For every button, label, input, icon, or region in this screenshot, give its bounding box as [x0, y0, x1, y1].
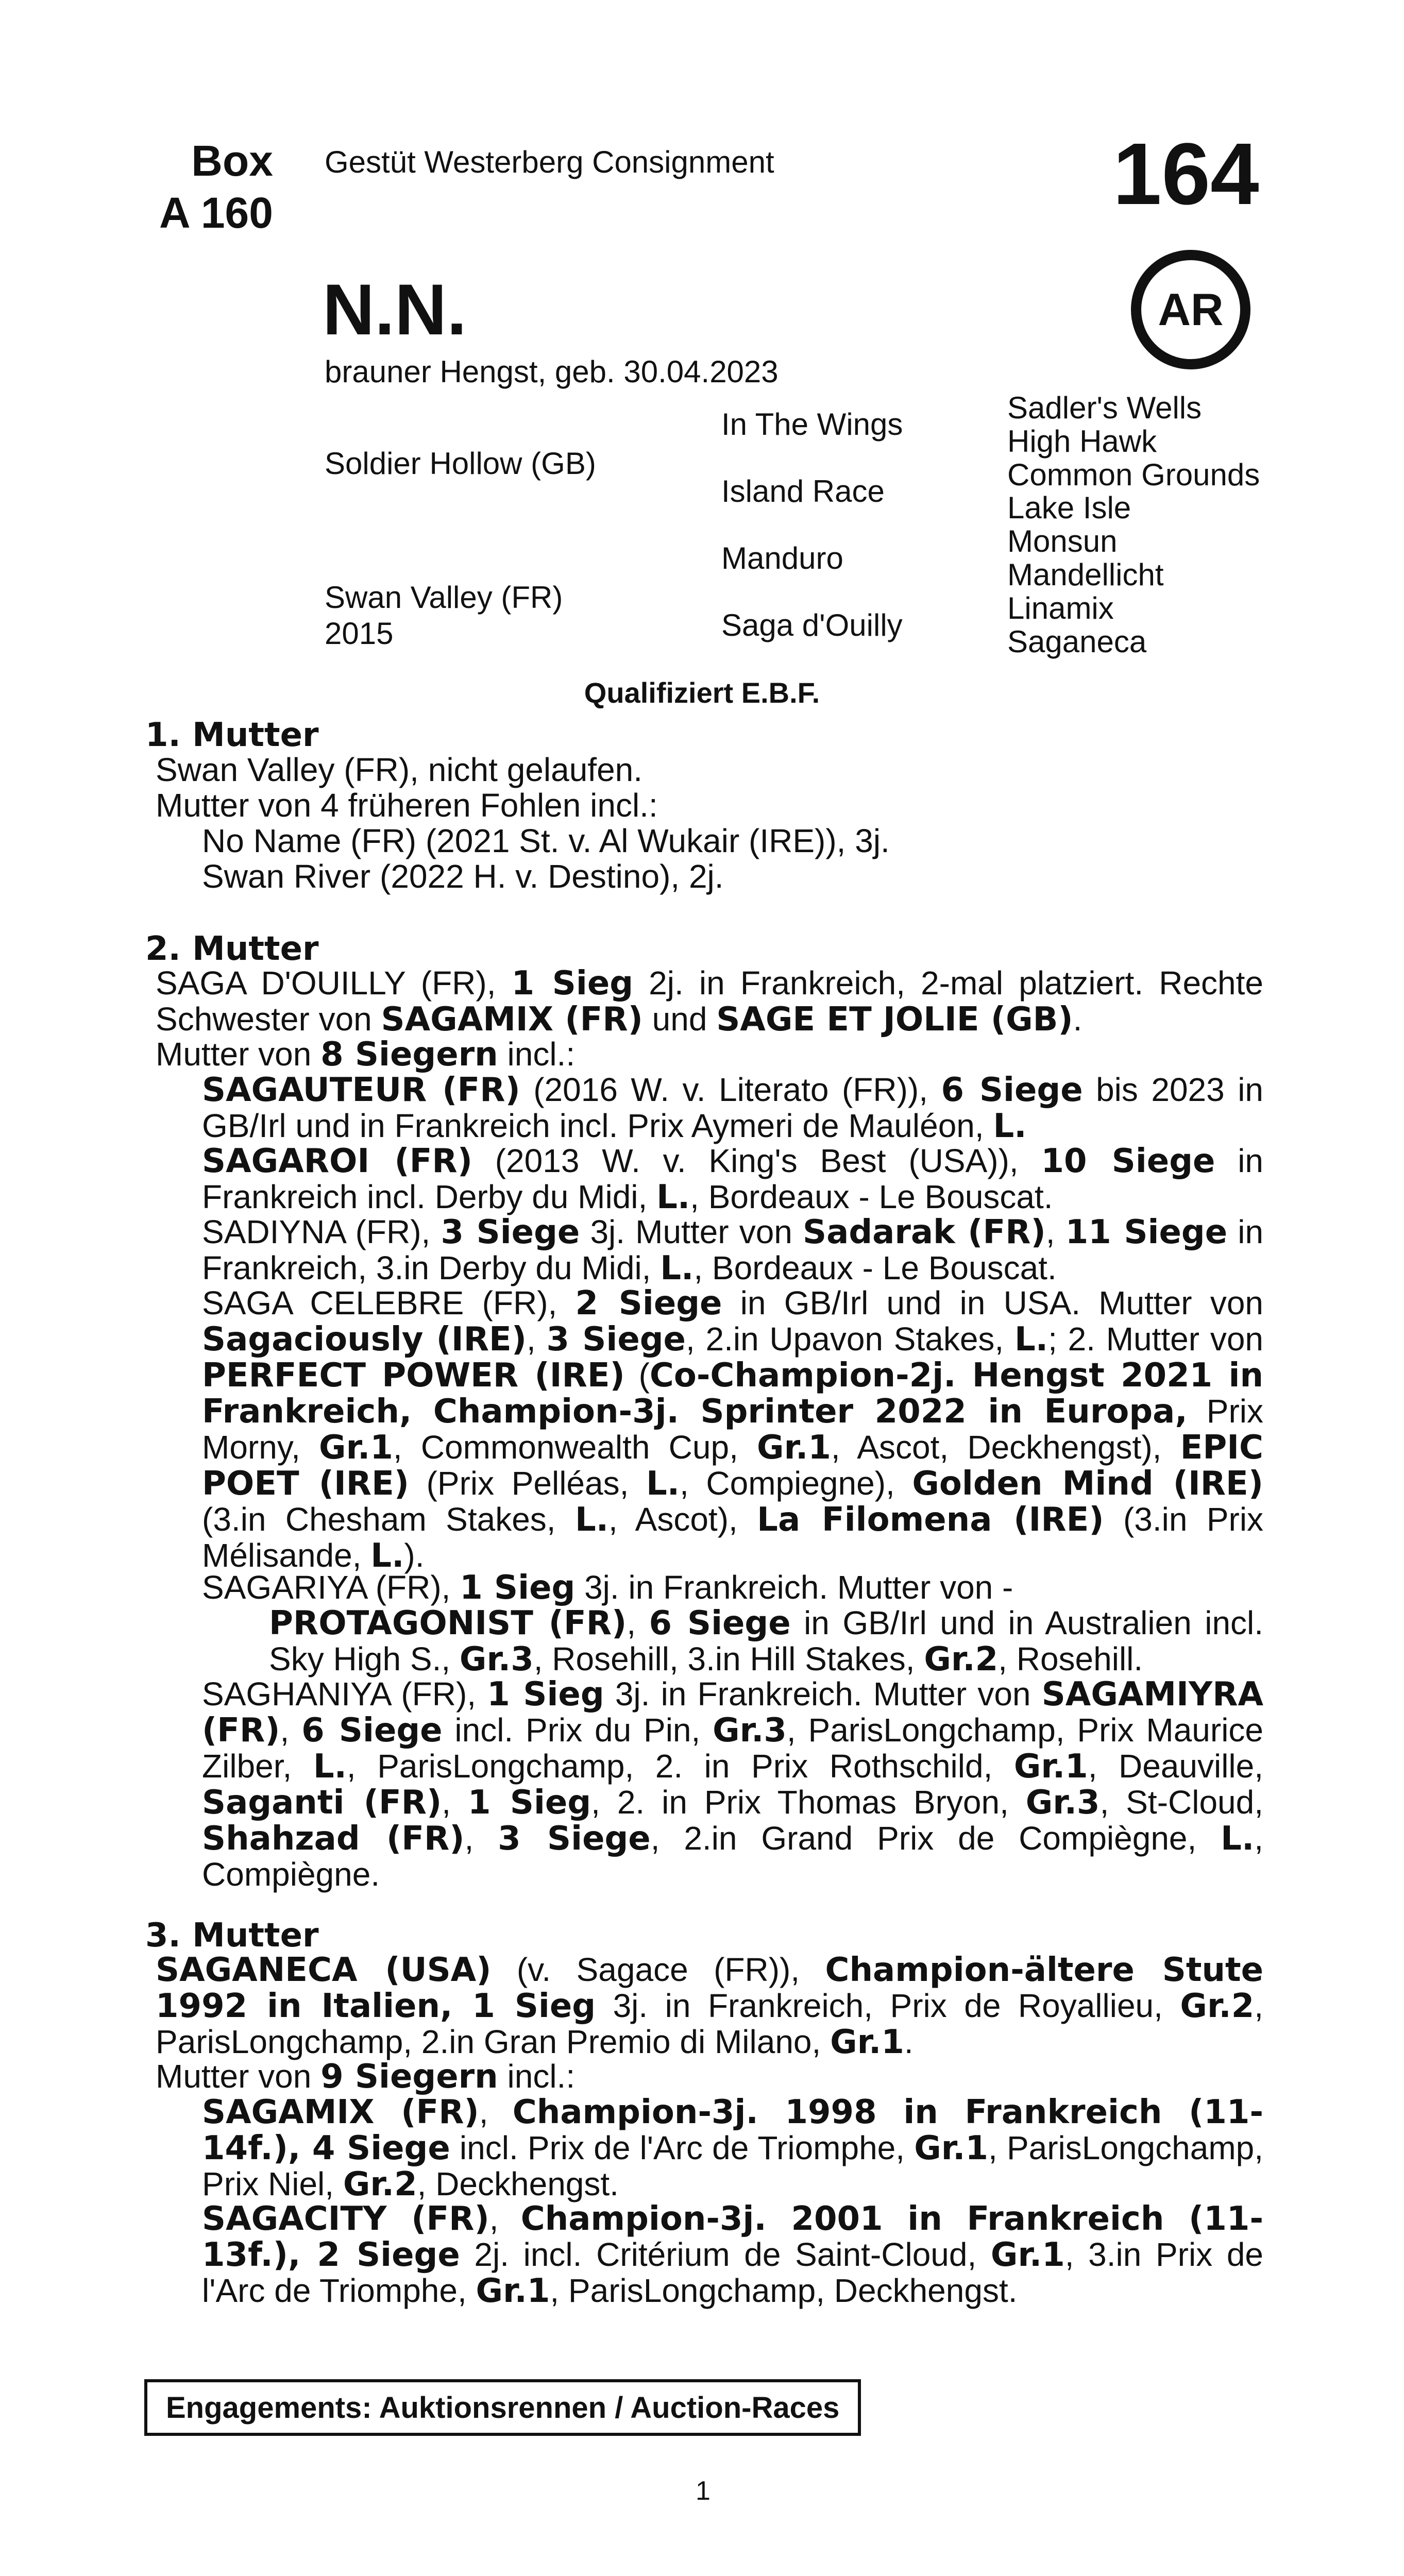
lot-number: 164: [1113, 125, 1259, 223]
dam1-heading: 1. Mutter: [145, 716, 319, 754]
text-run: in Frankreich, 3.in Derby du Midi,: [202, 1213, 1264, 1286]
text-run: , ParisLongchamp, Deckhengst.: [550, 2272, 1018, 2309]
text-run-bold: 3 Siege: [441, 1213, 580, 1251]
pedigree-grandparent: In The Wings: [721, 407, 903, 442]
text-run: incl. Prix du Pin,: [442, 1711, 713, 1749]
text-run-bold: SAGAMIX (FR): [381, 1001, 643, 1039]
text-run: , St-Cloud,: [1099, 1784, 1264, 1821]
dam1-line: Swan Valley (FR), nicht gelaufen.: [156, 751, 643, 788]
text-run-bold: L.: [1014, 1320, 1048, 1359]
pedigree-sire: Soldier Hollow (GB): [325, 446, 596, 481]
text-run-bold: Sadarak (FR): [803, 1213, 1046, 1251]
text-run: SAGA CELEBRE (FR),: [202, 1284, 576, 1321]
text-run-bold: Saganti (FR): [202, 1784, 442, 1822]
text-run: 3j. in Frankreich. Mutter von: [604, 1675, 1042, 1713]
pedigree-great-grandparent: Monsun: [1007, 524, 1118, 559]
text-run: , ParisLongchamp, Prix Niel,: [202, 2129, 1264, 2202]
box-number: A 160: [159, 188, 273, 237]
text-run: , 2.in Grand Prix de Compiègne,: [650, 1820, 1221, 1857]
text-run: , ParisLongchamp, 2.in Gran Premio di Milano,: [156, 1987, 1264, 2060]
pedigree-great-grandparent: Mandellicht: [1007, 557, 1164, 592]
text-run-bold: PERFECT POWER (IRE): [202, 1357, 625, 1395]
box-label: [119, 135, 273, 239]
dam3-produce: [202, 2201, 1263, 2309]
text-run: 2j. in Frankreich, 2-mal platziert. Rechte Schwester von: [156, 964, 1264, 1038]
text-run-bold: Co-Champion-2j. Hengst 2021 in Frankreich, Champion-3j. Sprinter 2022 in Europa,: [202, 1357, 1264, 1431]
text-run: incl. Prix de l'Arc de Triomphe,: [450, 2129, 915, 2166]
text-run: , Compiegne),: [680, 1465, 912, 1502]
text-run: , Ascot, Deckhengst),: [831, 1429, 1180, 1466]
dam2-heading: 2. Mutter: [145, 930, 319, 968]
text-run: in Frankreich incl. Derby du Midi,: [202, 1142, 1264, 1215]
text-run: ,: [627, 1604, 649, 1641]
text-run-bold: SAGACITY (FR): [202, 2200, 489, 2238]
text-run-bold: PROTAGONIST (FR): [269, 1604, 627, 1642]
text-run-bold: Gr.3: [459, 1640, 534, 1679]
text-run: SAGA D'OUILLY (FR),: [156, 964, 512, 1002]
text-run: Prix Morny,: [202, 1393, 1263, 1466]
text-run: (2016 W. v. Literato (FR)),: [520, 1071, 941, 1108]
pedigree-great-grandparent: Lake Isle: [1007, 490, 1131, 526]
text-run-bold: Gr.2: [343, 2165, 417, 2204]
text-run: SADIYNA (FR),: [202, 1213, 441, 1250]
dam2-produce: [202, 1072, 1263, 1144]
text-run-bold: Golden Mind (IRE): [912, 1465, 1264, 1503]
text-run-bold: Gr.1: [914, 2129, 989, 2167]
text-run: ,: [489, 2200, 521, 2237]
text-run-bold: L.: [313, 1748, 347, 1786]
text-run: ,: [280, 1711, 302, 1749]
text-run: , Compiègne.: [202, 1820, 1264, 1893]
dam2-produce: [202, 1214, 1263, 1286]
text-run-bold: Gr.1: [476, 2272, 550, 2310]
pedigree-great-grandparent: High Hawk: [1007, 423, 1157, 459]
text-run-bold: 1 Sieg: [487, 1675, 604, 1714]
pedigree-great-grandparent: Sadler's Wells: [1007, 391, 1202, 425]
pedigree-grandparent: Island Race: [721, 474, 885, 509]
text-run-bold: L.: [993, 1107, 1027, 1145]
text-run: incl.:: [498, 1036, 576, 1073]
text-run: , 2. in Prix Thomas Bryon,: [591, 1784, 1026, 1821]
text-run: ,: [479, 2093, 513, 2130]
text-run: .: [1073, 1001, 1082, 1038]
text-run-bold: 1 Sieg: [460, 1569, 576, 1607]
text-run-bold: Gr.1: [319, 1429, 393, 1467]
text-run-bold: 3 Siege: [498, 1820, 651, 1858]
text-run-bold: Gr.1: [757, 1429, 831, 1467]
text-run-bold: L.: [660, 1249, 694, 1287]
text-run-bold: 6 Siege: [301, 1711, 443, 1750]
text-run-bold: 11 Siege: [1065, 1213, 1228, 1251]
dam1-produce: Swan River (2022 H. v. Destino), 2j.: [202, 858, 724, 895]
ar-badge-text: AR: [1158, 284, 1224, 335]
pedigree-grandparent: Manduro: [721, 541, 843, 575]
text-run: in GB/Irl und in USA. Mutter von: [722, 1284, 1264, 1321]
text-run: ,: [1045, 1213, 1065, 1250]
text-run-bold: 6 Siege: [941, 1071, 1083, 1109]
text-run: ,: [527, 1320, 547, 1358]
text-run-bold: 8 Siegern: [320, 1036, 498, 1074]
text-run-bold: SAGAROI (FR): [202, 1142, 472, 1180]
text-run: , 3.in Prix de l'Arc de Triomphe,: [202, 2236, 1264, 2309]
ar-badge: [1131, 250, 1250, 369]
text-run-bold: SAGANECA (USA): [156, 1951, 492, 1989]
dam3-para: [156, 2059, 1263, 2095]
text-run-bold: SAGAMIYRA (FR): [202, 1675, 1264, 1750]
text-run: (2013 W. v. King's Best (USA)),: [472, 1142, 1041, 1179]
text-run-bold: L.: [574, 1501, 609, 1539]
horse-description: brauner Hengst, geb. 30.04.2023: [325, 354, 779, 389]
pedigree-great-grandparent: Linamix: [1007, 590, 1114, 625]
dam2-para: [156, 965, 1263, 1038]
text-run: , Ascot),: [608, 1501, 757, 1538]
text-run-bold: EPIC POET (IRE): [202, 1429, 1264, 1503]
text-run-bold: Gr.1: [830, 2023, 904, 2061]
text-run: , Deauville,: [1088, 1748, 1264, 1785]
text-run: (3.in Chesham Stakes,: [202, 1501, 575, 1538]
text-run: bis 2023 in GB/Irl und in Frankreich incl. Prix Aymeri de Mauléon,: [202, 1071, 1264, 1144]
text-run-bold: L.: [1221, 1820, 1255, 1858]
text-run: ; 2. Mutter von: [1048, 1320, 1264, 1358]
pedigree-grandparent: Saga d'Ouilly: [721, 608, 903, 642]
text-run: , Deckhengst.: [417, 2165, 619, 2202]
text-run: incl.:: [498, 2058, 576, 2095]
text-run-bold: L.: [370, 1537, 404, 1575]
text-run-bold: 2 Siege: [575, 1284, 722, 1323]
text-run-bold: SAGAUTEUR (FR): [202, 1071, 520, 1109]
dam3-produce: [202, 2094, 1263, 2202]
text-run-bold: Champion-3j. 2001 in Frankreich (11-13f.), 2 Siege: [202, 2200, 1263, 2274]
text-run: ).: [404, 1537, 425, 1574]
text-run: 3j. in Frankreich, Prix de Royallieu,: [596, 1987, 1180, 2024]
text-run: , 2.in Upavon Stakes,: [685, 1320, 1014, 1358]
text-run: Mutter von: [156, 1036, 321, 1073]
text-run-bold: SAGAMIX (FR): [202, 2093, 479, 2131]
text-run: (v. Sagace (FR)),: [491, 1951, 825, 1988]
horse-name: N.N.: [323, 269, 467, 350]
text-run-bold: 1 Sieg: [511, 964, 634, 1003]
text-run: und: [642, 1001, 717, 1038]
text-run-bold: Sagaciously (IRE): [202, 1320, 527, 1359]
dam3-para: [156, 1952, 1263, 2060]
consignor: Gestüt Westerberg Consignment: [325, 145, 774, 179]
text-run: , Rosehill, 3.in Hill Stakes,: [533, 1640, 924, 1677]
text-run-bold: 10 Siege: [1041, 1142, 1215, 1180]
pedigree-dam-year: 2015: [325, 616, 394, 651]
text-run: , Commonwealth Cup,: [393, 1429, 757, 1466]
text-run-bold: Gr.1: [1013, 1748, 1088, 1786]
text-run: (: [624, 1357, 650, 1394]
text-run: , Bordeaux - Le Bouscat.: [693, 1249, 1057, 1286]
text-run: ,: [464, 1820, 498, 1857]
text-run-bold: SAGE ET JOLIE (GB): [716, 1001, 1073, 1039]
text-run: ,: [442, 1784, 468, 1821]
qualification: Qualifiziert E.B.F.: [584, 676, 820, 709]
dam2-produce: [202, 1676, 1263, 1892]
text-run-bold: Champion-3j. 1998 in Frankreich (11-14f.), 4 Siege: [202, 2093, 1264, 2167]
dam2-produce: [202, 1285, 1263, 1574]
page-number: 1: [696, 2476, 711, 2506]
text-run: .: [904, 2023, 914, 2060]
text-run: 3j. Mutter von: [580, 1213, 803, 1250]
text-run: 2j. incl. Critérium de Saint-Cloud,: [460, 2236, 991, 2273]
dam2-para: [156, 1037, 1263, 1073]
text-run: SAGARIYA (FR),: [202, 1569, 460, 1606]
pedigree-great-grandparent: Saganeca: [1007, 624, 1147, 659]
text-run-bold: L.: [656, 1178, 690, 1216]
text-run-bold: 1 Sieg: [467, 1784, 591, 1822]
text-run: (3.in Prix Mélisande,: [202, 1501, 1264, 1574]
text-run-bold: 3 Siege: [546, 1320, 686, 1359]
dam1-produce: No Name (FR) (2021 St. v. Al Wukair (IRE)), 3j.: [202, 822, 890, 859]
dam3-heading: 3. Mutter: [145, 1917, 319, 1955]
pedigree-dam: Swan Valley (FR): [325, 580, 563, 615]
dam2-grandproduce: [269, 1605, 1263, 1677]
text-run-bold: Gr.2: [1180, 1987, 1255, 2025]
text-run-bold: Gr.2: [924, 1640, 999, 1679]
engagements-box: [144, 2379, 861, 2436]
pedigree-great-grandparent: Common Grounds: [1007, 457, 1260, 492]
text-run-bold: Champion-ältere Stute 1992 in Italien, 1 Sieg: [156, 1951, 1264, 2025]
text-run-bold: 9 Siegern: [320, 2058, 498, 2096]
engagements-text: Engagements: Auktionsrennen / Auction-Races: [166, 2391, 840, 2425]
text-run: , Rosehill.: [998, 1640, 1143, 1677]
dam2-produce: [202, 1570, 1263, 1606]
text-run: (Prix Pelléas,: [409, 1465, 646, 1502]
text-run-bold: L.: [646, 1465, 680, 1503]
text-run: , Bordeaux - Le Bouscat.: [690, 1178, 1053, 1215]
text-run-bold: Gr.3: [1025, 1784, 1100, 1822]
box-label-text: Box: [191, 137, 273, 185]
text-run: Mutter von: [156, 2058, 321, 2095]
text-run: 3j. in Frankreich. Mutter von -: [575, 1569, 1013, 1606]
text-run-bold: La Filomena (IRE): [757, 1501, 1104, 1539]
text-run-bold: Gr.1: [990, 2236, 1065, 2274]
text-run-bold: 6 Siege: [649, 1604, 791, 1642]
text-run: , ParisLongchamp, Prix Maurice Zilber,: [202, 1711, 1264, 1785]
text-run: in GB/Irl und in Australien incl. Sky High S.,: [269, 1604, 1264, 1677]
text-run: SAGHANIYA (FR),: [202, 1675, 487, 1713]
dam2-produce: [202, 1143, 1263, 1215]
text-run-bold: Shahzad (FR): [202, 1820, 465, 1858]
pedigree-great-grandparents: [1007, 392, 1260, 658]
dam1-line: Mutter von 4 früheren Fohlen incl.:: [156, 787, 658, 824]
text-run: , ParisLongchamp, 2. in Prix Rothschild,: [346, 1748, 1014, 1785]
text-run-bold: Gr.3: [713, 1711, 787, 1750]
